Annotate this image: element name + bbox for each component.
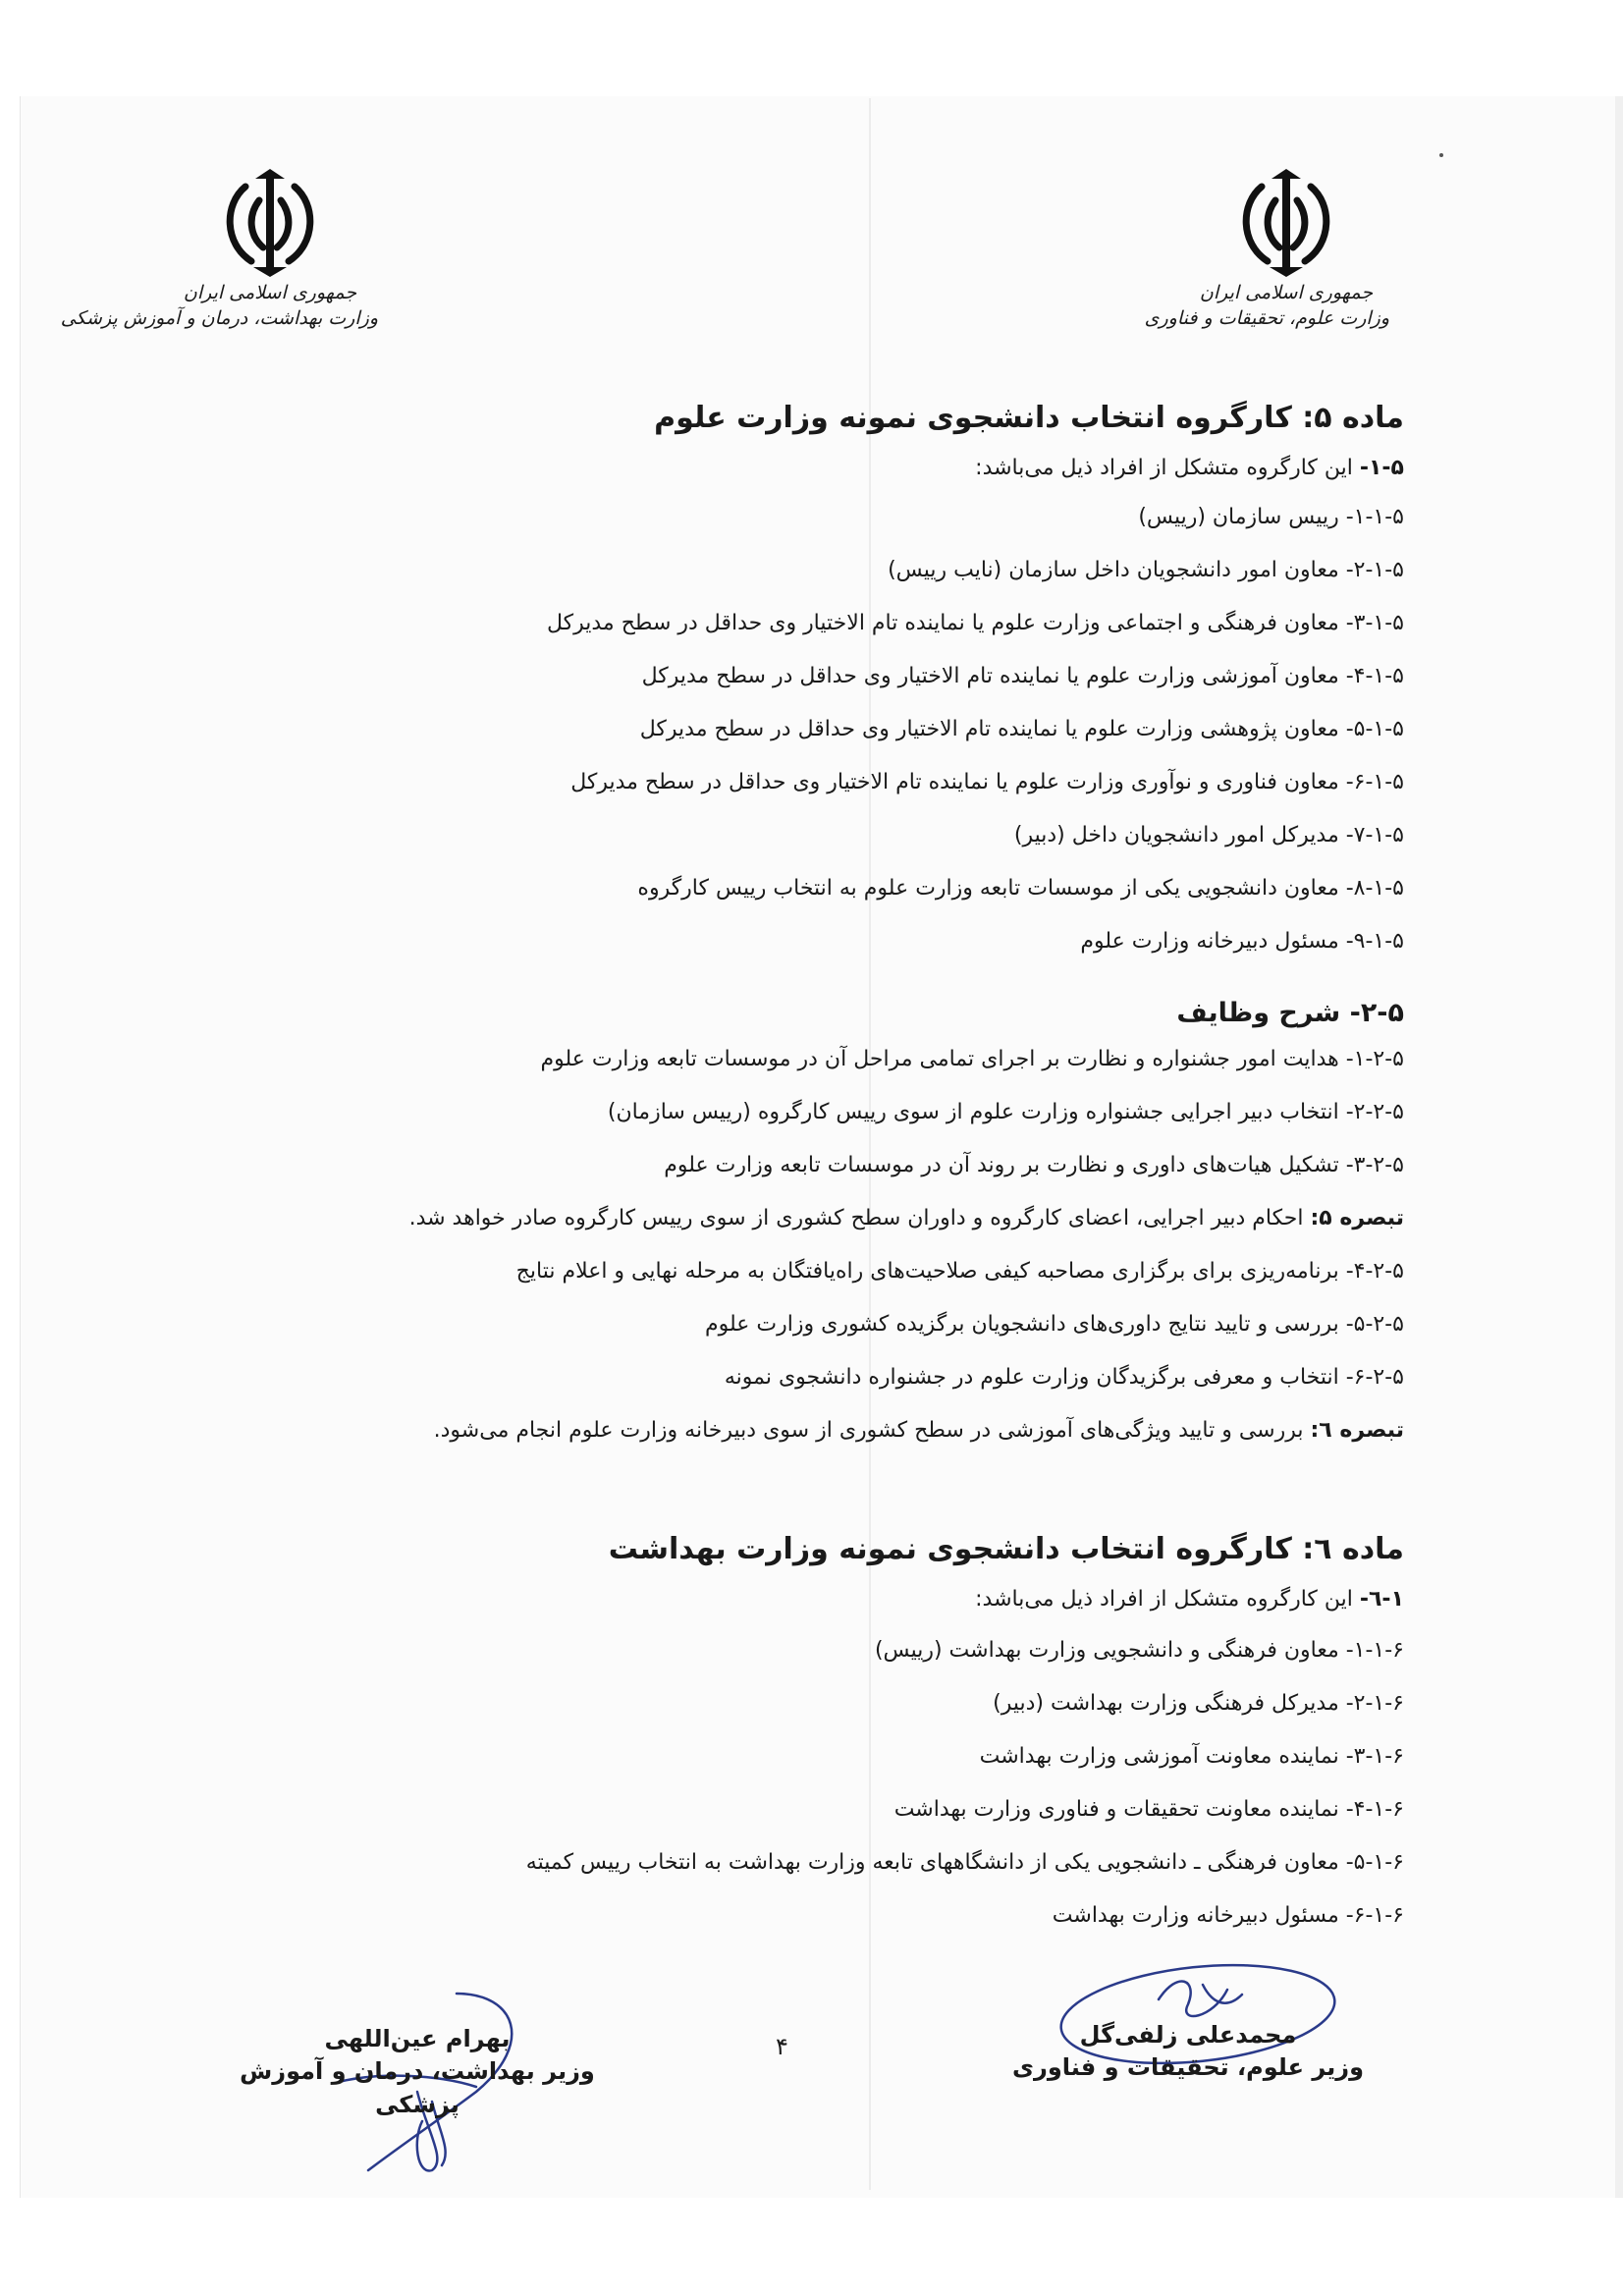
note-label: تبصره ٦: <box>1310 1418 1404 1443</box>
right-ministry-emblem <box>1144 167 1389 331</box>
list-item: ۱-۲-۵- هدایت امور جشنواره و نظارت بر اجرای تمامی مراحل آن در موسسات تابعه وزارت علوم <box>540 1047 1404 1071</box>
emblem-caption-line2: وزارت علوم، تحقیقات و فناوری <box>1144 307 1389 329</box>
list-item: ۲-۱-۵- معاون امور دانشجویان داخل سازمان (نایب رییس) <box>888 558 1404 582</box>
signatory-title: وزیر علوم، تحقیقات و فناوری <box>1012 2053 1364 2081</box>
list-item: ۱-۱-۶- معاون فرهنگی و دانشجویی وزارت بهداشت (رییس) <box>874 1638 1404 1663</box>
list-item: ۶-۱-۶- مسئول دبیرخانه وزارت بهداشت <box>1052 1903 1404 1928</box>
list-item: ۵-۱-۶- معاون فرهنگی ـ دانشجویی یکی از دانشگاههای تابعه وزارت بهداشت به انتخاب رییس کمیته <box>525 1850 1404 1875</box>
article-6-title: ماده ٦: کارگروه انتخاب دانشجوی نمونه وزارت بهداشت <box>608 1532 1404 1566</box>
article-5-intro <box>295 454 1429 483</box>
scan-margin <box>0 0 1623 96</box>
article-5-title: ماده ۵: کارگروه انتخاب دانشجوی نمونه وزارت علوم <box>654 401 1404 435</box>
duties-title: ۲-۵- شرح وظایف <box>1176 998 1404 1028</box>
list-item: ۴-۱-۵- معاون آموزشی وزارت علوم یا نماینده تام الاختیار وی حداقل در سطح مدیرکل <box>641 664 1404 688</box>
note-6 <box>295 1416 1404 1446</box>
signatory-name: بهرام عین‌اللهی <box>324 2025 511 2052</box>
list-item: ۸-۱-۵- معاون دانشجویی یکی از موسسات تابعه وزارت علوم به انتخاب رییس کارگروه <box>637 876 1404 901</box>
scan-speck <box>1439 153 1443 157</box>
article-5-members-list <box>295 503 1463 980</box>
list-item: ۴-۱-۶- نماینده معاونت تحقیقات و فناوری وزارت بهداشت <box>893 1797 1404 1822</box>
left-ministry-emblem <box>60 167 378 331</box>
signatory-name: محمدعلی زلفی‌گل <box>1079 2021 1297 2049</box>
list-item: ۳-۲-۵- تشکیل هیات‌های داوری و نظارت بر روند آن در موسسات تابعه وزارت علوم <box>664 1153 1404 1177</box>
list-item: ۶-۲-۵- انتخاب و معرفی برگزیدگان وزارت علوم در جشنواره دانشجوی نمونه <box>724 1365 1404 1390</box>
list-item: ۲-۲-۵- انتخاب دبیر اجرایی جشنواره وزارت علوم از سوی رییس کارگروه (رییس سازمان) <box>607 1100 1404 1124</box>
list-item: ۵-۲-۵- بررسی و تایید نتایج داوری‌های دانشجویان برگزیده کشوری وزارت علوم <box>705 1312 1404 1337</box>
list-item: ۹-۱-۵- مسئول دبیرخانه وزارت علوم <box>1080 929 1404 954</box>
list-item: ۲-۱-۶- مدیرکل فرهنگی وزارت بهداشت (دبیر) <box>993 1691 1404 1716</box>
emblem-caption-line2: وزارت بهداشت، درمان و آموزش پزشکی <box>60 307 378 329</box>
article-6-members-list <box>295 1636 1463 1954</box>
signature-block-health-minister <box>211 2023 623 2121</box>
list-item: ۱-۱-۵- رییس سازمان (رییس) <box>1138 505 1404 529</box>
clause-text: این کارگروه متشکل از افراد ذیل می‌باشد: <box>975 456 1360 480</box>
clause-text: این کارگروه متشکل از افراد ذیل می‌باشد: <box>975 1587 1360 1612</box>
list-item: ۶-۱-۵- معاون فناوری و نوآوری وزارت علوم یا نماینده تام الاختیار وی حداقل در سطح مدیرکل <box>570 770 1404 794</box>
clause-number: ۱-۵- <box>1359 456 1404 480</box>
signatory-title: وزیر بهداشت، درمان و آموزش پزشکی <box>240 2057 595 2118</box>
list-item: ۳-۱-۵- معاون فرهنگی و اجتماعی وزارت علوم یا نماینده تام الاختیار وی حداقل در سطح مدیرکل <box>546 611 1404 635</box>
list-item: ۷-۱-۵- مدیرکل امور دانشجویان داخل (دبیر) <box>1013 823 1404 847</box>
clause-number: ۱-٦- <box>1359 1587 1404 1612</box>
scan-edge <box>1615 96 1623 2198</box>
article-6-intro <box>295 1585 1429 1614</box>
note-5 <box>295 1204 1404 1233</box>
iran-emblem-icon <box>1232 167 1340 280</box>
signature-block-science-minister <box>992 1980 1384 2084</box>
note-label: تبصره ۵: <box>1310 1206 1404 1230</box>
iran-emblem-icon <box>216 167 324 280</box>
note-text: بررسی و تایید ویژگی‌های آموزشی در سطح کشوری از سوی دبیرخانه وزارت علوم انجام می‌شود. <box>433 1418 1311 1443</box>
list-item: ۴-۲-۵- برنامه‌ریزی برای برگزاری مصاحبه کیفی صلاحیت‌های راه‌یافتگان به مرحله نهایی و اعلام نتایج <box>515 1259 1404 1284</box>
page-number: ۴ <box>776 2033 788 2060</box>
emblem-caption-line1: جمهوری اسلامی ایران <box>183 282 357 303</box>
duties-list <box>295 1045 1429 1469</box>
emblem-caption-line1: جمهوری اسلامی ایران <box>1199 282 1374 303</box>
list-item: ۵-۱-۵- معاون پژوهشی وزارت علوم یا نماینده تام الاختیار وی حداقل در سطح مدیرکل <box>639 717 1404 741</box>
list-item: ۳-۱-۶- نماینده معاونت آموزشی وزارت بهداشت <box>979 1744 1404 1769</box>
note-text: احکام دبیر اجرایی، اعضای کارگروه و داوران سطح کشوری از سوی رییس کارگروه صادر خواهد شد. <box>408 1206 1311 1230</box>
